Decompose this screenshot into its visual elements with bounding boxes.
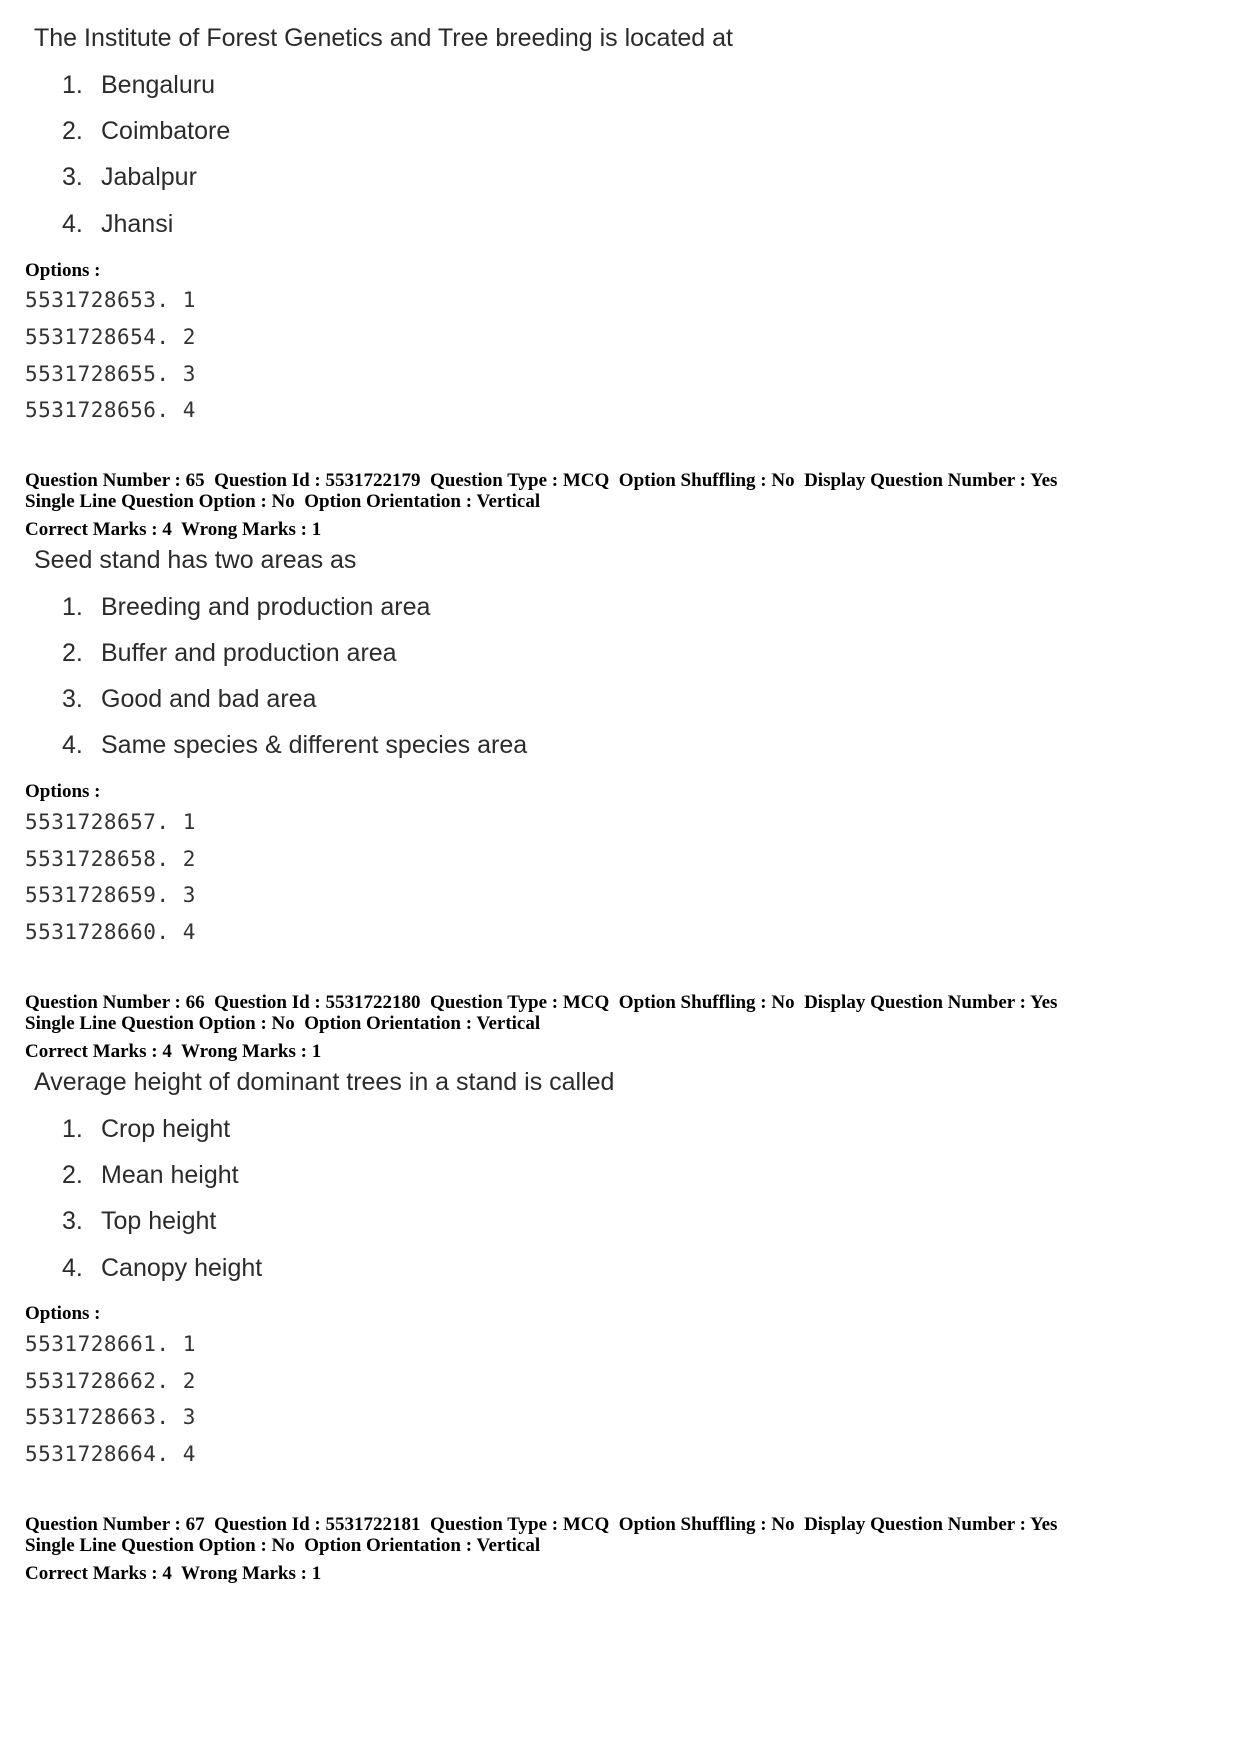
question-meta: Single Line Question Option : No Option Orientation : Vertical bbox=[25, 1013, 541, 1034]
question-text: Seed stand has two areas as bbox=[34, 546, 357, 574]
choice-number: 3. bbox=[62, 685, 83, 713]
question-marks: Correct Marks : 4 Wrong Marks : 1 bbox=[25, 1563, 322, 1584]
option-id: 5531728657. 1 bbox=[25, 810, 196, 834]
choice-label: Jhansi bbox=[101, 210, 174, 238]
choice-number: 4. bbox=[62, 731, 83, 759]
choice-label: Good and bad area bbox=[101, 685, 317, 713]
option-id: 5531728659. 3 bbox=[25, 883, 196, 907]
choice-label: Coimbatore bbox=[101, 117, 231, 145]
options-heading: Options : bbox=[25, 781, 101, 802]
choice-label: Same species & different species area bbox=[101, 731, 528, 759]
question-marks: Correct Marks : 4 Wrong Marks : 1 bbox=[25, 519, 322, 540]
choice-label: Jabalpur bbox=[101, 163, 197, 191]
choice-number: 1. bbox=[62, 593, 83, 621]
choice-label: Breeding and production area bbox=[101, 593, 431, 621]
option-id: 5531728660. 4 bbox=[25, 920, 196, 944]
choice-label: Buffer and production area bbox=[101, 639, 397, 667]
answer-choice bbox=[62, 1254, 262, 1283]
choice-label: Bengaluru bbox=[101, 71, 215, 99]
answer-choice bbox=[62, 593, 430, 622]
question-marks: Correct Marks : 4 Wrong Marks : 1 bbox=[25, 1041, 322, 1062]
choice-number: 3. bbox=[62, 1207, 83, 1235]
question-text: Average height of dominant trees in a stand is called bbox=[34, 1068, 615, 1096]
choice-number: 3. bbox=[62, 163, 83, 191]
question-meta: Single Line Question Option : No Option Orientation : Vertical bbox=[25, 1535, 541, 1556]
option-id: 5531728658. 2 bbox=[25, 847, 196, 871]
option-id: 5531728653. 1 bbox=[25, 288, 196, 312]
option-id: 5531728662. 2 bbox=[25, 1369, 196, 1393]
option-id: 5531728661. 1 bbox=[25, 1332, 196, 1356]
answer-choice bbox=[62, 71, 215, 100]
option-id: 5531728664. 4 bbox=[25, 1442, 196, 1466]
choice-number: 2. bbox=[62, 639, 83, 667]
choice-number: 1. bbox=[62, 71, 83, 99]
answer-choice bbox=[62, 117, 230, 146]
choice-label: Crop height bbox=[101, 1115, 231, 1143]
answer-choice bbox=[62, 639, 397, 668]
choice-number: 1. bbox=[62, 1115, 83, 1143]
answer-choice bbox=[62, 210, 173, 239]
options-heading: Options : bbox=[25, 260, 101, 281]
question-meta: Question Number : 65 Question Id : 5531722179 Question Type : MCQ Option Shuffling : No Display Question Number : Yes bbox=[25, 470, 1058, 491]
answer-choice bbox=[62, 1115, 230, 1144]
option-id: 5531728656. 4 bbox=[25, 398, 196, 422]
question-meta: Question Number : 66 Question Id : 5531722180 Question Type : MCQ Option Shuffling : No Display Question Number : Yes bbox=[25, 992, 1058, 1013]
question-meta: Question Number : 67 Question Id : 5531722181 Question Type : MCQ Option Shuffling : No Display Question Number : Yes bbox=[25, 1514, 1058, 1535]
options-heading: Options : bbox=[25, 1303, 101, 1324]
choice-label: Canopy height bbox=[101, 1254, 263, 1282]
answer-choice bbox=[62, 1207, 216, 1236]
choice-number: 2. bbox=[62, 117, 83, 145]
option-id: 5531728654. 2 bbox=[25, 325, 196, 349]
question-text: The Institute of Forest Genetics and Tree breeding is located at bbox=[34, 24, 733, 52]
answer-choice bbox=[62, 731, 527, 760]
choice-label: Mean height bbox=[101, 1161, 239, 1189]
choice-number: 4. bbox=[62, 210, 83, 238]
option-id: 5531728655. 3 bbox=[25, 362, 196, 386]
answer-choice bbox=[62, 163, 197, 192]
choice-number: 4. bbox=[62, 1254, 83, 1282]
option-id: 5531728663. 3 bbox=[25, 1405, 196, 1429]
question-meta: Single Line Question Option : No Option Orientation : Vertical bbox=[25, 491, 541, 512]
choice-number: 2. bbox=[62, 1161, 83, 1189]
answer-choice bbox=[62, 1161, 239, 1190]
answer-choice bbox=[62, 685, 316, 714]
choice-label: Top height bbox=[101, 1207, 217, 1235]
